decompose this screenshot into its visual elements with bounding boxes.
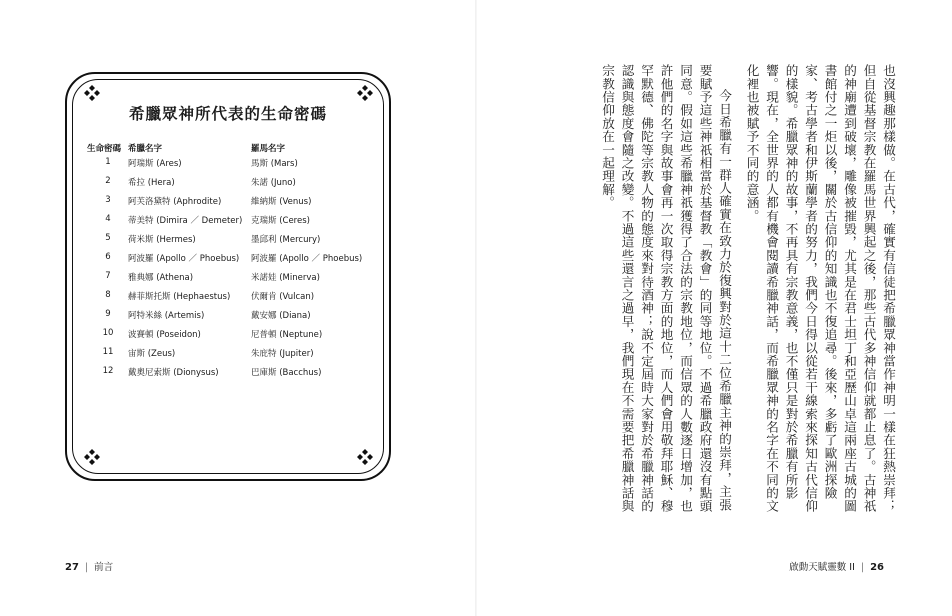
diamond-cluster-ornament-icon	[83, 448, 101, 466]
row-number: 1	[105, 157, 111, 167]
roman-name: 馬斯 (Mars)	[251, 159, 298, 169]
row-number: 4	[105, 214, 111, 224]
row-number: 12	[102, 366, 114, 376]
section-name: 前言	[94, 562, 114, 573]
roman-name: 巴庫斯 (Bacchus)	[251, 368, 322, 378]
body-paragraph: 今日希臘有一群人確實在致力於復興對於這十二位希臘主神的崇拜，主張要賦予這些神祇相當於基督教「教會」的同等地位。不過希臘政府還沒有點頭同意。假如這些希臘神祇獲得了合法的宗教地位，而信眾的人數逐日增加，也許他們的名字與故事會再一次取得宗教方面的地位，而人們會用敬拜耶穌、穆罕默德、佛陀等宗教人物的態度來對待酒神；說不定屆時大家對於希臘神話的認識與態度會隨之改變。不過這些還言之過早，我們現在不需要把希臘神話與宗教信仰放在一起理解。	[600, 64, 732, 513]
table-title: 希臘眾神所代表的生命密碼	[128, 105, 327, 123]
greek-name: 蒂美特 (Dimira ／ Demeter)	[128, 216, 243, 226]
roman-name: 米諾娃 (Minerva)	[251, 273, 320, 283]
row-number: 11	[102, 347, 114, 357]
diamond-cluster-ornament-icon	[83, 84, 101, 102]
roman-name: 朱諾 (Juno)	[251, 178, 296, 188]
roman-name: 戴安娜 (Diana)	[251, 311, 311, 321]
right-page-footer	[789, 559, 884, 573]
row-number: 7	[105, 271, 111, 281]
roman-name: 朱庇特 (Jupiter)	[251, 349, 314, 359]
greek-name: 宙斯 (Zeus)	[128, 349, 176, 359]
greek-name: 阿芙洛黛特 (Aphrodite)	[128, 197, 222, 207]
column-header-number: 生命密碼	[87, 144, 122, 154]
row-number: 3	[105, 195, 111, 205]
row-number: 5	[105, 233, 111, 243]
footer-separator: |	[860, 562, 865, 573]
table-row	[0, 214, 476, 233]
table-row	[0, 252, 476, 271]
body-text	[588, 64, 898, 516]
row-number: 6	[105, 252, 111, 262]
row-number: 2	[105, 176, 111, 186]
roman-name: 伏爾肯 (Vulcan)	[251, 292, 315, 302]
diamond-cluster-ornament-icon	[356, 84, 374, 102]
left-page-footer	[65, 559, 113, 573]
table-row	[0, 347, 476, 366]
greek-name: 雅典娜 (Athena)	[128, 273, 194, 283]
greek-name: 戴奧尼索斯 (Dionysus)	[128, 368, 219, 378]
row-number: 9	[105, 309, 111, 319]
table-row	[0, 271, 476, 290]
table-row	[0, 195, 476, 214]
roman-name: 墨邱利 (Mercury)	[251, 235, 321, 245]
greek-name: 希拉 (Hera)	[128, 178, 175, 188]
table-row	[0, 366, 476, 385]
greek-name: 阿瑞斯 (Ares)	[128, 159, 182, 169]
roman-name: 克瑞斯 (Ceres)	[251, 216, 310, 226]
footer-separator: |	[84, 562, 89, 573]
row-number: 8	[105, 290, 111, 300]
roman-name: 維納斯 (Venus)	[251, 197, 312, 207]
greek-name: 阿特米絲 (Artemis)	[128, 311, 205, 321]
greek-name: 阿波羅 (Apollo ／ Phoebus)	[128, 254, 240, 264]
greek-name: 荷米斯 (Hermes)	[128, 235, 196, 245]
table-row	[0, 176, 476, 195]
table-row	[0, 328, 476, 347]
roman-name: 阿波羅 (Apollo ／ Phoebus)	[251, 254, 363, 264]
table-row	[0, 309, 476, 328]
page-number: 26	[870, 562, 884, 573]
greek-name: 波賽頓 (Poseidon)	[128, 330, 201, 340]
table-row	[0, 290, 476, 309]
page-number: 27	[65, 562, 79, 573]
roman-name: 尼普頓 (Neptune)	[251, 330, 323, 340]
table-row	[0, 157, 476, 176]
column-header-roman: 羅馬名字	[251, 144, 286, 154]
table-row	[0, 233, 476, 252]
greek-name: 赫菲斯托斯 (Hephaestus)	[128, 292, 231, 302]
book-title: 啟動天賦靈數 II	[789, 562, 855, 573]
body-paragraph: 也沒興趣那樣做。在古代，確實有信徒把希臘眾神當作神明一樣在狂熱崇拜；但自從基督宗教在羅馬世界興起之後，那些古代多神信仰就都止息了。古神祇的神廟遭到破壞，雕像被摧毀，尤其是在君士坦丁和亞歷山卓這兩座古城的圖書館付之一炬以後，關於古信仰的知識也不復追尋。後來，多虧了歐洲探險家、考古學者和伊斯蘭學者的努力，我們今日得以從若干線索來探知古代信仰的樣貌。希臘眾神的故事，不再具有宗教意義，也不僅只是對於希臘有所影響。現在，全世界的人都有機會閱讀希臘神話，而希臘眾神的名字在不同的文化裡也被賦予不同的意涵。	[744, 64, 896, 513]
row-number: 10	[102, 328, 114, 338]
column-header-greek: 希臘名字	[128, 144, 163, 154]
diamond-cluster-ornament-icon	[356, 448, 374, 466]
